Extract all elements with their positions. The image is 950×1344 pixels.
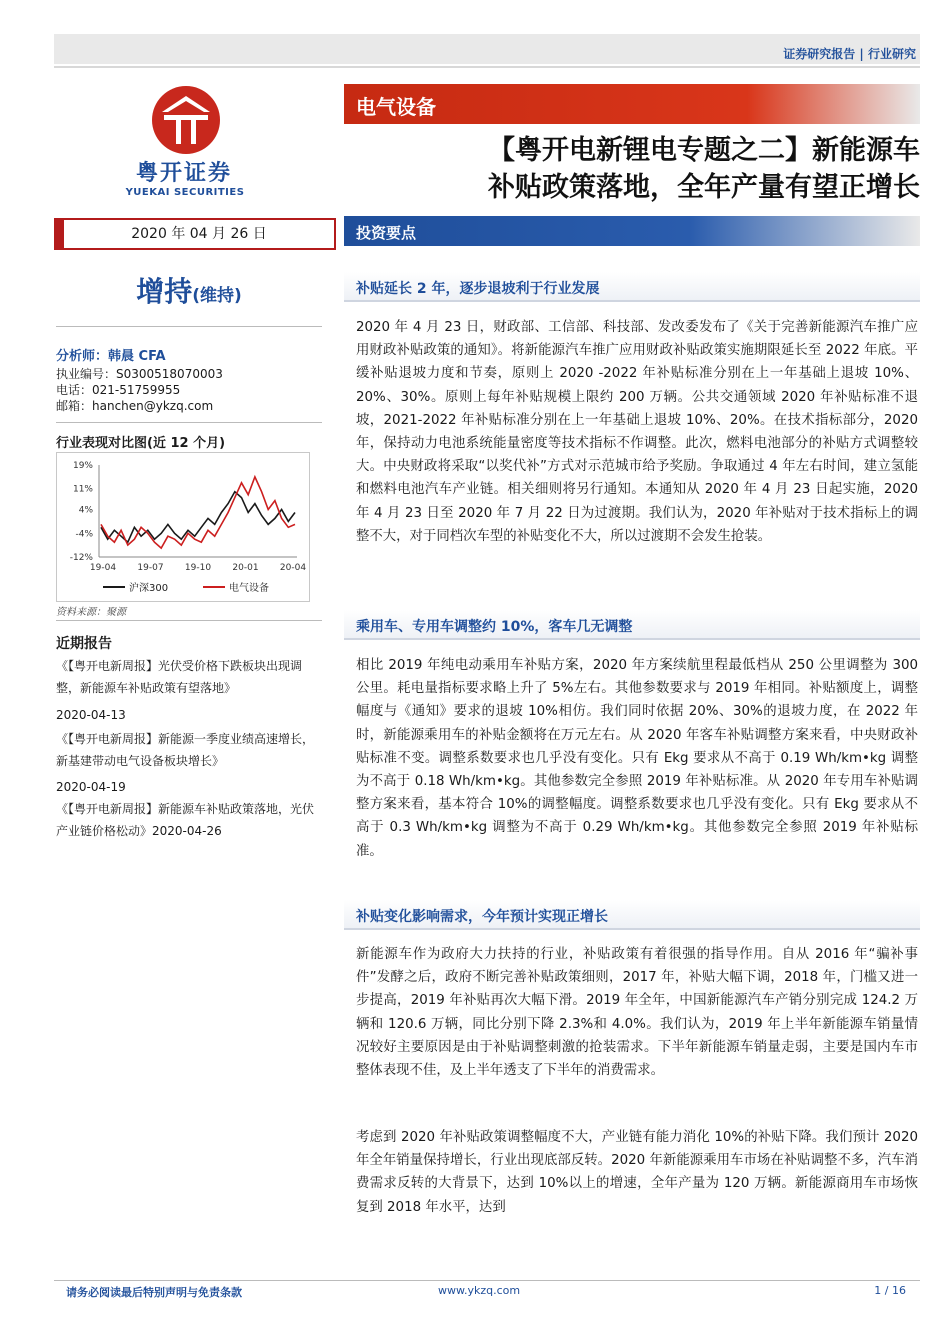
keypoints-banner xyxy=(344,216,920,246)
rating-note: (维持) xyxy=(192,286,242,306)
divider xyxy=(56,422,322,423)
x-tick-label: 19-10 xyxy=(184,563,212,573)
brand-name-en: YUEKAI SECURITIES xyxy=(125,187,245,198)
y-tick-label: 4% xyxy=(78,505,93,516)
recent-report-1-date: 2020-04-13 xyxy=(56,708,126,722)
company-logo-icon xyxy=(150,84,222,156)
sector-name: 电气设备 xyxy=(356,95,436,119)
disclaimer-link[interactable]: 请务必阅读最后特别声明与免责条款 xyxy=(66,1286,242,1299)
chart-svg xyxy=(57,453,309,601)
analyst-phone: 电话：021-51759955 xyxy=(56,383,181,397)
y-tick-label: -4% xyxy=(75,529,93,540)
y-tick-label: 11% xyxy=(72,484,93,495)
section-heading-2: 乘用车、专用车调整约 10%，客车几无调整 xyxy=(356,619,633,635)
chart-source: 资料来源：聚源 xyxy=(56,607,126,618)
y-tick-label: -12% xyxy=(69,553,93,563)
x-tick-label: 19-04 xyxy=(89,563,117,573)
section-heading-1: 补贴延长 2 年，逐步退坡利于行业发展 xyxy=(356,281,600,297)
recent-report-2-date: 2020-04-19 xyxy=(56,780,126,794)
rating-value: 增持 xyxy=(136,275,193,308)
divider xyxy=(56,326,322,327)
report-type: 证券研究报告 | 行业研究 xyxy=(783,47,916,61)
recent-report-3[interactable]: 《【粤开电新周报】新能源车补贴政策落地，光伏产业链价格松动》2020-04-26 xyxy=(56,802,315,838)
report-title-line2: 补贴政策落地，全年产量有望正增长 xyxy=(488,172,920,203)
recent-report-2[interactable]: 《【粤开电新周报】新能源一季度业绩高速增长，新基建带动电气设备板块增长》 xyxy=(56,732,315,768)
report-title xyxy=(344,132,920,206)
analyst-name: 分析师：韩晨 CFA xyxy=(56,349,166,364)
section-3-paragraph-1: 新能源车作为政府大力扶持的行业，补贴政策有着很强的指导作用。自从 2016 年“骗补事件”发酵之后，政府不断完善补贴政策细则，2017 年，补贴大幅下调，2018 年，门槛又进一步提高，2019 年补贴再次大幅下滑。2019 年全年，中国新能源汽车产销分别完成 124.2 万辆和 120.6 万辆，同比分别下降 2.3%和 4.0%。我们认为，2019 年上半年新能源车销量情况较好主要原因是由于补贴调整刺激的抢装需求。下半年新能源车销量走弱，主要是国内车市整体表现不佳，及上半年透支了下半年的消费需求。 xyxy=(356,947,918,1079)
x-tick-label: 19-07 xyxy=(137,563,164,573)
brand-name-cn: 粤开证券 xyxy=(135,161,232,186)
section-3-paragraph-2: 考虑到 2020 年补贴政策调整幅度不大，产业链有能力消化 10%的补贴下降。我们预计 2020 年全年销量保持增长，行业出现底部反转。2020 年新能源乘用车市场在补贴调整不多，汽车消费需求反转的大背景下，达到 10%以上的增速，全年产量为 120 万辆。新能源商用车市场恢复到 2018 年水平，达到 xyxy=(356,1130,918,1215)
website-link[interactable]: www.ykzq.com xyxy=(438,1284,521,1297)
divider xyxy=(56,620,322,621)
x-tick-label: 20-01 xyxy=(232,563,259,573)
analyst-license: 执业编号：S0300518070003 xyxy=(56,367,223,381)
analyst-email[interactable]: 邮箱：hanchen@ykzq.com xyxy=(56,399,214,413)
section-heading-3: 补贴变化影响需求，今年预计实现正增长 xyxy=(356,909,608,925)
y-tick-label: 19% xyxy=(72,461,93,471)
footer-divider xyxy=(54,1280,920,1281)
section-2-paragraph: 相比 2019 年纯电动乘用车补贴方案，2020 年方案续航里程最低档从 250 公里调整为 300 公里。耗电量指标要求略上升了 5%左右。其他参数要求与 2019 年相同。补贴额度上，调整幅度与《通知》要求的退坡 10%相仿。我们同时依据 20%、30%的退坡力度，在 2022 年时，新能源乘用车的补贴金额将在万元左右。从 2020 年客车补贴调整方案来看，中央财政补贴标准不变。调整系数要求也几乎没有变化。只有 Ekg 要求从不高于 0.19 Wh/km•kg 调整为不高于 0.18 Wh/km•kg。其他参数完全参照 2019 年补贴标准。从 2020 年专用车补贴调整方案来看，基本符合 10%的调整幅度。调整系数要求也几乎没有变化。只有 Ekg 要求从不高于 0.3 Wh/km•kg 调整为不高于 0.29 Wh/km•kg。其他参数完全参照 2019 年补贴标准。 xyxy=(356,658,918,859)
report-date: 2020 年 04 月 26 日 xyxy=(54,218,336,250)
performance-chart xyxy=(56,452,310,602)
legend-label: 沪深300 xyxy=(129,583,169,594)
report-title-line1: 【粤开电新锂电专题之二】新能源车 xyxy=(488,135,920,166)
legend-label: 电气设备 xyxy=(229,583,269,594)
recent-report-1[interactable]: 《【粤开电新周报】光伏受价格下跌板块出现调整，新能源车补贴政策有望落地》 xyxy=(56,659,303,695)
section-1-paragraph: 2020 年 4 月 23 日，财政部、工信部、科技部、发改委发布了《关于完善新能源汽车推广应用财政补贴政策的通知》。将新能源汽车推广应用财政补贴政策实施期限延长至 2022 年底。平缓补贴退坡力度和节奏，原则上 2020 -2022 年补贴标准分别在上一年基础上退坡 10%、20%、30%。原则上每年补贴规模上限约 200 万辆。公共交通领域 2020 年补贴标准不退坡，2021-2022 年补贴标准分别在上一年基础上退坡 10%、20%。在技术指标部分，2020 年，保持动力电池系统能量密度等技术指标不作调整。此次，燃料电池部分的补贴方式调整较大。中央财政将采取“以奖代补”方式对示范城市给予奖励。争取通过 4 年左右时间，建立氢能和燃料电池汽车产业链。相关细则将另行通知。本通知从 2020 年 4 月 23 日起实施，2020 年 4 月 23 日至 2020 年 7 月 22 日为过渡期。我们认为，2020 年补贴对于技术指标上的调整不大，对于同档次车型的补贴变化不大，所以过渡期不会发生抢装。 xyxy=(356,320,918,544)
series-line-hs300 xyxy=(101,492,295,543)
header-divider xyxy=(54,66,920,68)
x-tick-label: 20-04 xyxy=(279,563,307,573)
page-number: 1 / 16 xyxy=(874,1284,906,1297)
rating xyxy=(54,270,324,310)
chart-title: 行业表现对比图(近 12 个月) xyxy=(56,436,226,451)
keypoints-label: 投资要点 xyxy=(356,224,417,242)
recent-reports-title: 近期报告 xyxy=(56,636,112,652)
